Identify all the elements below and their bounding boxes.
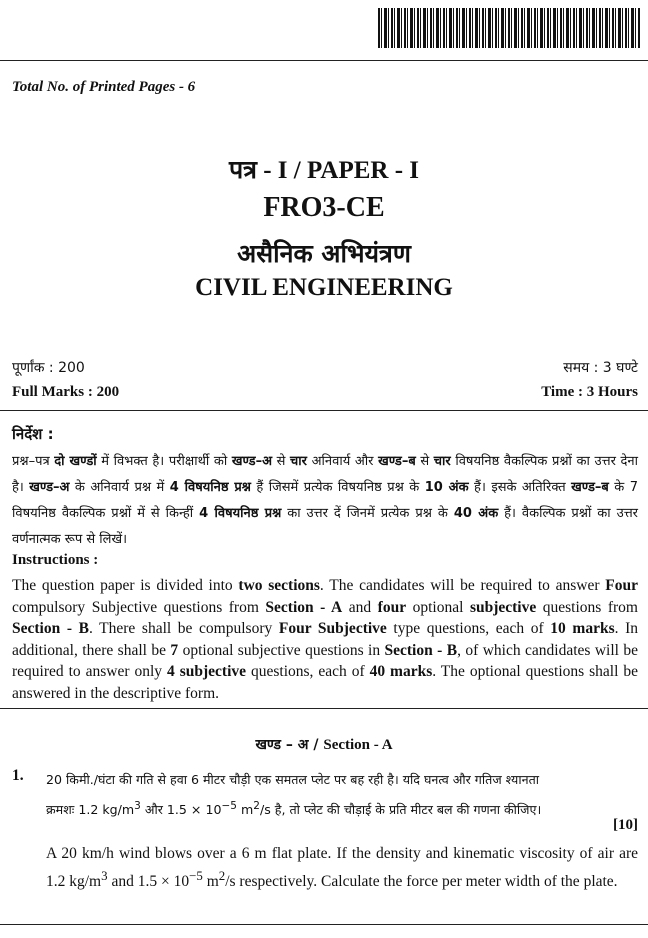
time-english: Time : 3 Hours [541,384,638,400]
question-marks: [10] [613,817,638,833]
top-rule [0,60,648,61]
full-marks-hindi: पूर्णांक : 200 [12,360,85,376]
bottom-rule [0,924,648,925]
full-marks-english: Full Marks : 200 [12,384,120,400]
question-hindi-text: 20 किमी./घंटा की गति से हवा 6 मीटर चौड़ी एक समतल प्लेट पर बह रही है। यदि घनत्व और गतिज श्यानता क्रमशः 1.2 $kg/m^3$ और $1.5 \times 10^{-5}$ $m^2/s$ है, तो प्लेट की चौड़ाई के प्रति मीटर बल की गणना कीजिए। [46,772,542,818]
paper-code: FRO3-CE [263,192,385,223]
instructions-text: The question paper is divided into two sections. The candidates will be required to answer Four compulsory Subjective questions from Section - A and four optional subjective questions from Section - B. There shall be compulsory Four Subjective type questions, each of 10 marks. In additional, there shall be 7 optional subjective questions in Section - B, of which candidates will be required to answer only 4 subjective questions, each of 40 marks. The optional questions shall be answered in the descriptive form. [12,577,639,702]
nirdesh-title: निर्देश : [12,425,54,443]
section-a-heading: खण्ड – अ / Section - A [255,737,393,753]
instructions-rule [0,708,648,709]
meta-rule [0,410,648,411]
nirdesh-text: प्रश्न–पत्र दो खण्डों में विभक्त है। परीक्षार्थी को खण्ड–अ से चार अनिवार्य और खण्ड–ब से चार विषयनिष्ठ वैकल्पिक प्रश्नों का उत्तर देना है। खण्ड–अ के अनिवार्य प्रश्न में 4 विषयनिष्ठ प्रश्न हैं जिसमें प्रत्येक विषयनिष्ठ प्रश्न के 10 अंक हैं। इसके अतिरिक्त खण्ड–ब के 7 विषयनिष्ठ वैकल्पिक प्रश्नों में से किन्हीं 4 विषयनिष्ठ प्रश्न का उत्तर दें जिनमें प्रत्येक प्रश्न के 40 अंक हैं। वैकल्पिक प्रश्नों का उत्तर वर्णनात्मक रूप से लिखें। [12,454,639,547]
question-english-text: A 20 km/h wind blows over a 6 m flat plate. If the density and kinematic viscosity of air are 1.2 $kg/m^3$ and $1.5 \times 10^{-5}$ $m^2/s$ respectively. Calculate the force per meter width of the plate. [46,845,638,890]
paper-title: पत्र - I / PAPER - I [228,157,420,184]
instructions-title: Instructions : [12,552,99,568]
time-hindi: समय : 3 घण्टे [563,360,638,376]
subject-hindi: असैनिक अभियंत्रण [237,239,411,268]
barcode [378,8,640,48]
question-number: 1. [12,767,24,784]
subject-english: CIVIL ENGINEERING [195,274,453,301]
printed-pages: Total No. of Printed Pages - 6 [12,79,196,95]
